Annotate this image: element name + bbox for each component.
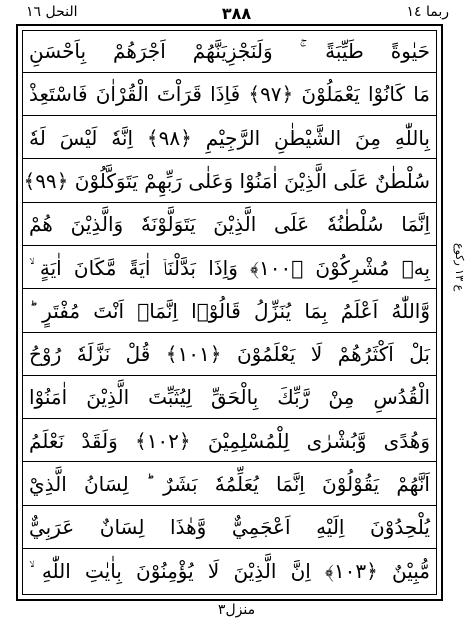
surah-name: النحل ١٦: [26, 4, 78, 20]
text-line: مُّبِيْنٌ ﴿١٠٣﴾ اِنَّ الَّذِيْنَ لَا يُؤْمِنُوْنَ بِاٰيٰتِ اللّٰهِ ۙ: [29, 558, 430, 583]
text-line: مَا كَانُوْا يَعْمَلُوْنَ ﴿٩٧﴾ فَاِذَا قَرَاْتَ الْقُرْاٰنَ فَاسْتَعِذْ: [23, 74, 436, 116]
ruku-marker: ع ١٣ ركوع: [453, 243, 466, 292]
juz-name: ربما ١٤: [406, 4, 449, 20]
text-line: اِنَّمَا سُلْطٰنُهٗ عَلَى الَّذِيْنَ يَتَوَلَّوْنَهٗ وَالَّذِيْنَ هُمْ: [23, 204, 436, 246]
text-line: الْقُدُسِ مِنْ رَّبِّكَ بِالْحَقِّ لِيُثَبِّتَ الَّذِيْنَ اٰمَنُوْا: [23, 377, 436, 419]
page-header: [0, 4, 473, 26]
text-line: بِهٖ مُشْرِكُوْنَ ﴿١٠٠﴾ وَاِذَا بَدَّلْنَاۤ اٰيَةً مَّكَانَ اٰيَةٍ ۙ: [23, 248, 436, 290]
page-number: ٣٨٨: [221, 4, 252, 23]
text-line: سُلْطٰنٌ عَلَى الَّذِيْنَ اٰمَنُوْا وَعَلٰى رَبِّهِمْ يَتَوَكَّلُوْنَ ﴿٩٩﴾: [23, 161, 436, 203]
text-line: يُلْحِدُوْنَ اِلَيْهِ اَعْجَمِيٌّ وَّهٰذَا لِسَانٌ عَرَبِيٌّ: [23, 507, 436, 549]
manzil-footer: منزل٣: [217, 602, 256, 618]
text-line: اَنَّهُمْ يَقُوْلُوْنَ اِنَّمَا يُعَلِّمُهٗ بَشَرٌ ؕ لِسَانُ الَّذِيْ: [23, 464, 436, 506]
text-line: وَّاللّٰهُ اَعْلَمُ بِمَا يُنَزِّلُ قَالُوْۤا اِنَّمَاۤ اَنْتَ مُفْتَرٍ ؕ: [23, 291, 436, 333]
text-line: بِاللّٰهِ مِنَ الشَّيْطٰنِ الرَّجِيْمِ ﴿٩٨﴾ اِنَّهٗ لَيْسَ لَهٗ: [23, 118, 436, 160]
text-line: بَلْ اَكْثَرُهُمْ لَا يَعْلَمُوْنَ ﴿١٠١﴾ قُلْ نَزَّلَهٗ رُوْحُ: [23, 334, 436, 376]
text-line: وَهُدًى وَّبُشْرٰى لِلْمُسْلِمِيْنَ ﴿١٠٢﴾ وَلَقَدْ نَعْلَمُ: [23, 421, 436, 463]
text-block: [23, 31, 436, 594]
text-line: حَيٰوةً طَيِّبَةً ۚ وَلَنَجْزِيَنَّهُمْ اَجْرَهُمْ بِاَحْسَنِ: [23, 31, 436, 73]
